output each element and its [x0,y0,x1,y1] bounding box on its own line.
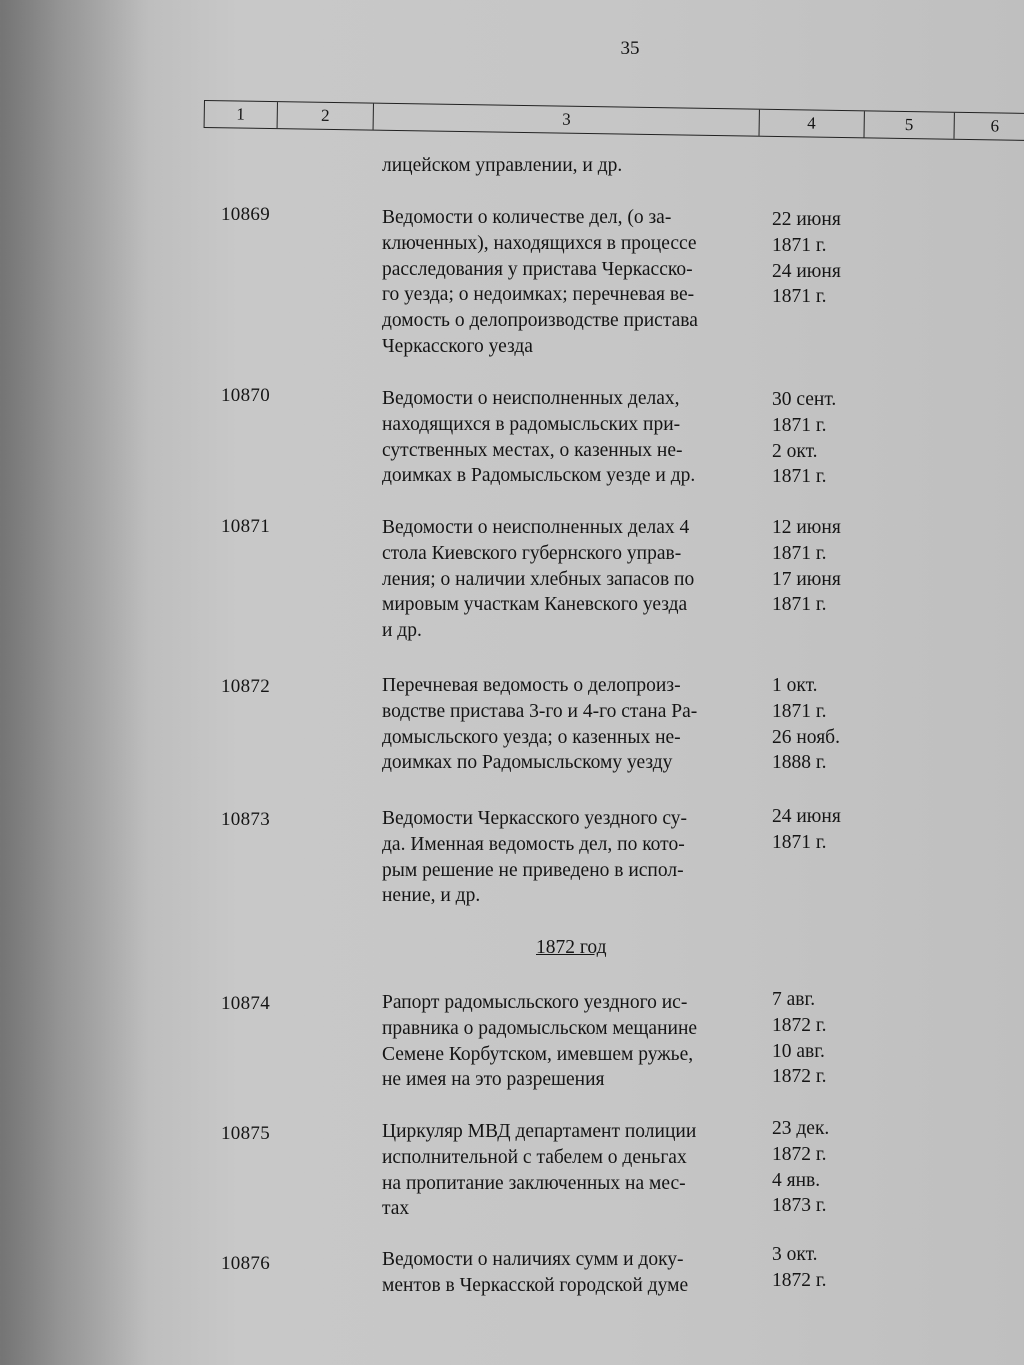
entry-title: Ведомости Черкасского уездного су- да. Именная ведомость дел, по кото- рым решение не приведено в испол- нение, и др. [382,808,687,907]
entry-id: 10869 [221,204,270,225]
entry-dates: 23 дек. 1872 г. 4 янв. 1873 г. [772,1118,830,1217]
entry-title: Ведомости о неисполненных делах 4 стола Киевского губернского управ- ления; о наличии хлебных запасов по мировым участкам Каневского уезда и др. [382,517,695,642]
year-heading: 1872 год [536,937,607,958]
entry-id: 10873 [221,809,270,830]
entry-title: Перечневая ведомость о делопроиз- водстве пристава 3-го и 4-го стана Ра- домысльского уезда; о казенных не- доимках по Радомысльскому уезду [382,675,698,774]
entry-dates: 24 июня 1871 г. [772,806,841,853]
continuation-text: лицейском управлении, и др. [382,155,623,176]
entry-dates: 12 июня 1871 г. 17 июня 1871 г. [772,517,841,616]
entry-title: Циркуляр МВД департамент полиции исполнительной с табелем о деньгах на пропитание заключенных на мес- тах [382,1121,697,1220]
page-number: 35 [620,38,640,59]
entry-id: 10875 [221,1123,270,1144]
entry-title: Рапорт радомысльского уездного ис- правника о радомысльском мещанине Семене Корбутском, имевшем ружье, не имея на это разрешения [382,992,698,1091]
entry-id: 10870 [221,385,270,406]
entry-title: Ведомости о наличиях сумм и доку- ментов в Черкасской городской думе [382,1249,689,1296]
column-header-1: 1 [205,101,278,128]
entry-title: Ведомости о неисполненных делах, находящихся в радомысльских при- сутственных местах, о казенных не- доимках в Радомысльском уезде и др. [382,388,696,487]
entry-title: Ведомости о количестве дел, (о за- ключенных), находящихся в процессе расследования у пристава Черкасско- го уезда; о недоимках; перечневая ве- домость о делопроизводстве пристава Черкасского уезда [382,207,698,357]
column-header-2: 2 [277,102,374,130]
entry-dates: 30 сент. 1871 г. 2 окт. 1871 г. [772,389,837,488]
column-header-5: 5 [864,111,955,138]
entry-id: 10872 [221,676,270,697]
column-header-4: 4 [759,110,864,138]
entry-id: 10876 [221,1253,270,1274]
entry-dates: 3 окт. 1872 г. [772,1244,827,1291]
entry-dates: 1 окт. 1871 г. 26 нояб. 1888 г. [772,675,840,774]
column-header-6: 6 [990,116,1000,136]
column-header-3: 3 [374,104,760,136]
entry-dates: 7 авг. 1872 г. 10 авг. 1872 г. [772,989,827,1088]
entry-dates: 22 июня 1871 г. 24 июня 1871 г. [772,209,841,308]
entry-id: 10874 [221,993,270,1014]
entry-id: 10871 [221,516,270,537]
